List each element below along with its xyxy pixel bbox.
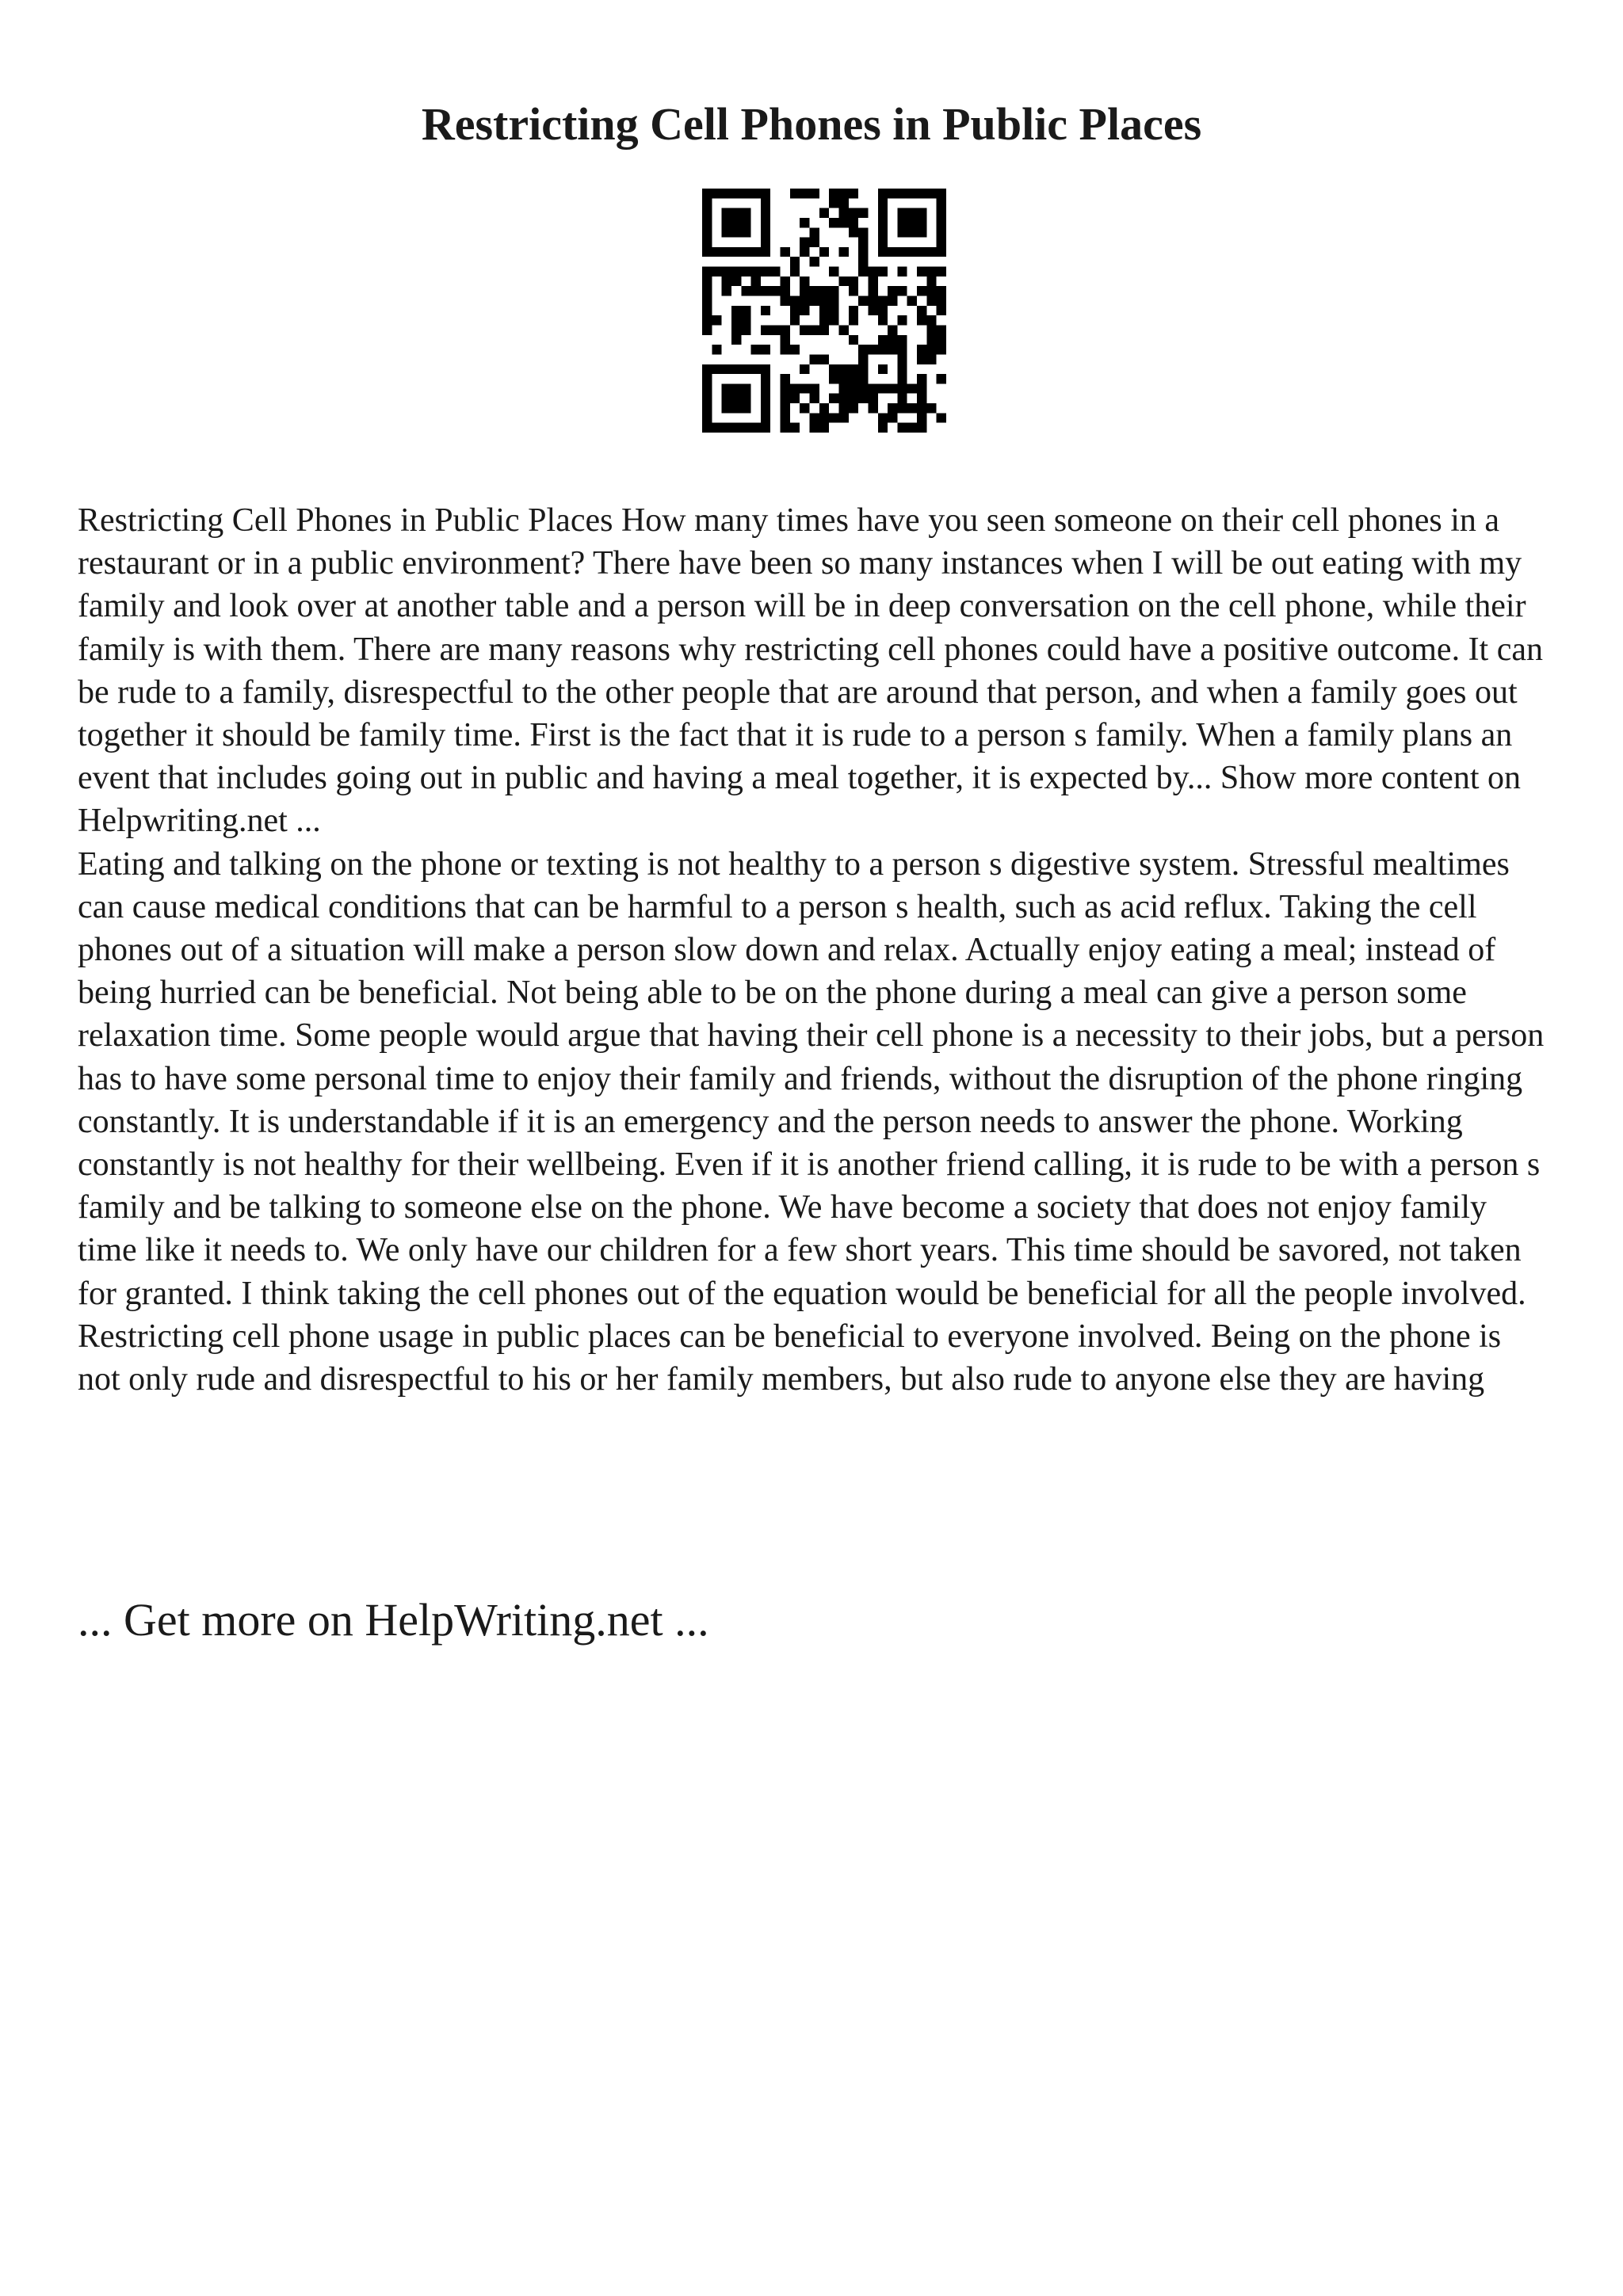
qr-code-icon (702, 189, 946, 433)
get-more-link[interactable]: ... Get more on HelpWriting.net ... (78, 1594, 709, 1646)
body-paragraph-2: Eating and talking on the phone or texting is not healthy to a person s digestive system. Stressful mealtimes can cause medical conditions that can be harmful to a person s health, such as acid reflux. Taking the cell phones out of a situation will make a person slow down and relax. Actually enjoy eating a meal; instead of being hurried can be beneficial. Not being able to be on the phone during a meal can give a person some relaxation time. Some people would argue that having their cell phone is a necessity to their jobs, but a person has to have some personal time to enjoy their family and friends, without the disruption of the phone ringing constantly. It is understandable if it is an emergency and the person needs to answer the phone. Working constantly is not healthy for their wellbeing. Even if it is another friend calling, it is rude to be with a person s family and be talking to someone else on the phone. We have become a society that does not enjoy family time like it needs to. We only have our children for a few short years. This time should be savored, not taken for granted. I think taking the cell phones out of the equation would be beneficial for all the people involved. Restricting cell phone usage in public places can be beneficial to everyone involved. Being on the phone is not only rude and disrespectful to his or her family members, but also rude to anyone else they are having (78, 845, 1545, 1398)
body-paragraph-1: Restricting Cell Phones in Public Places How many times have you seen someone on their cell phones in a restaurant or in a public environment? There have been so many instances when I will be out eating with my family and look over at another table and a person will be in deep conversation on the cell phone, while their family is with them. There are many reasons why restricting cell phones could have a positive outcome. It can be rude to a family, disrespectful to the other people that are around that person, and when a family goes out together it should be family time. First is the fact that it is rude to a person s family. When a family plans an event that includes going out in public and having a meal together, it is expected by... Show more content on Helpwriting.net ... (78, 502, 1544, 840)
document-title: Restricting Cell Phones in Public Places (421, 98, 1202, 150)
document-body (78, 499, 1552, 1401)
